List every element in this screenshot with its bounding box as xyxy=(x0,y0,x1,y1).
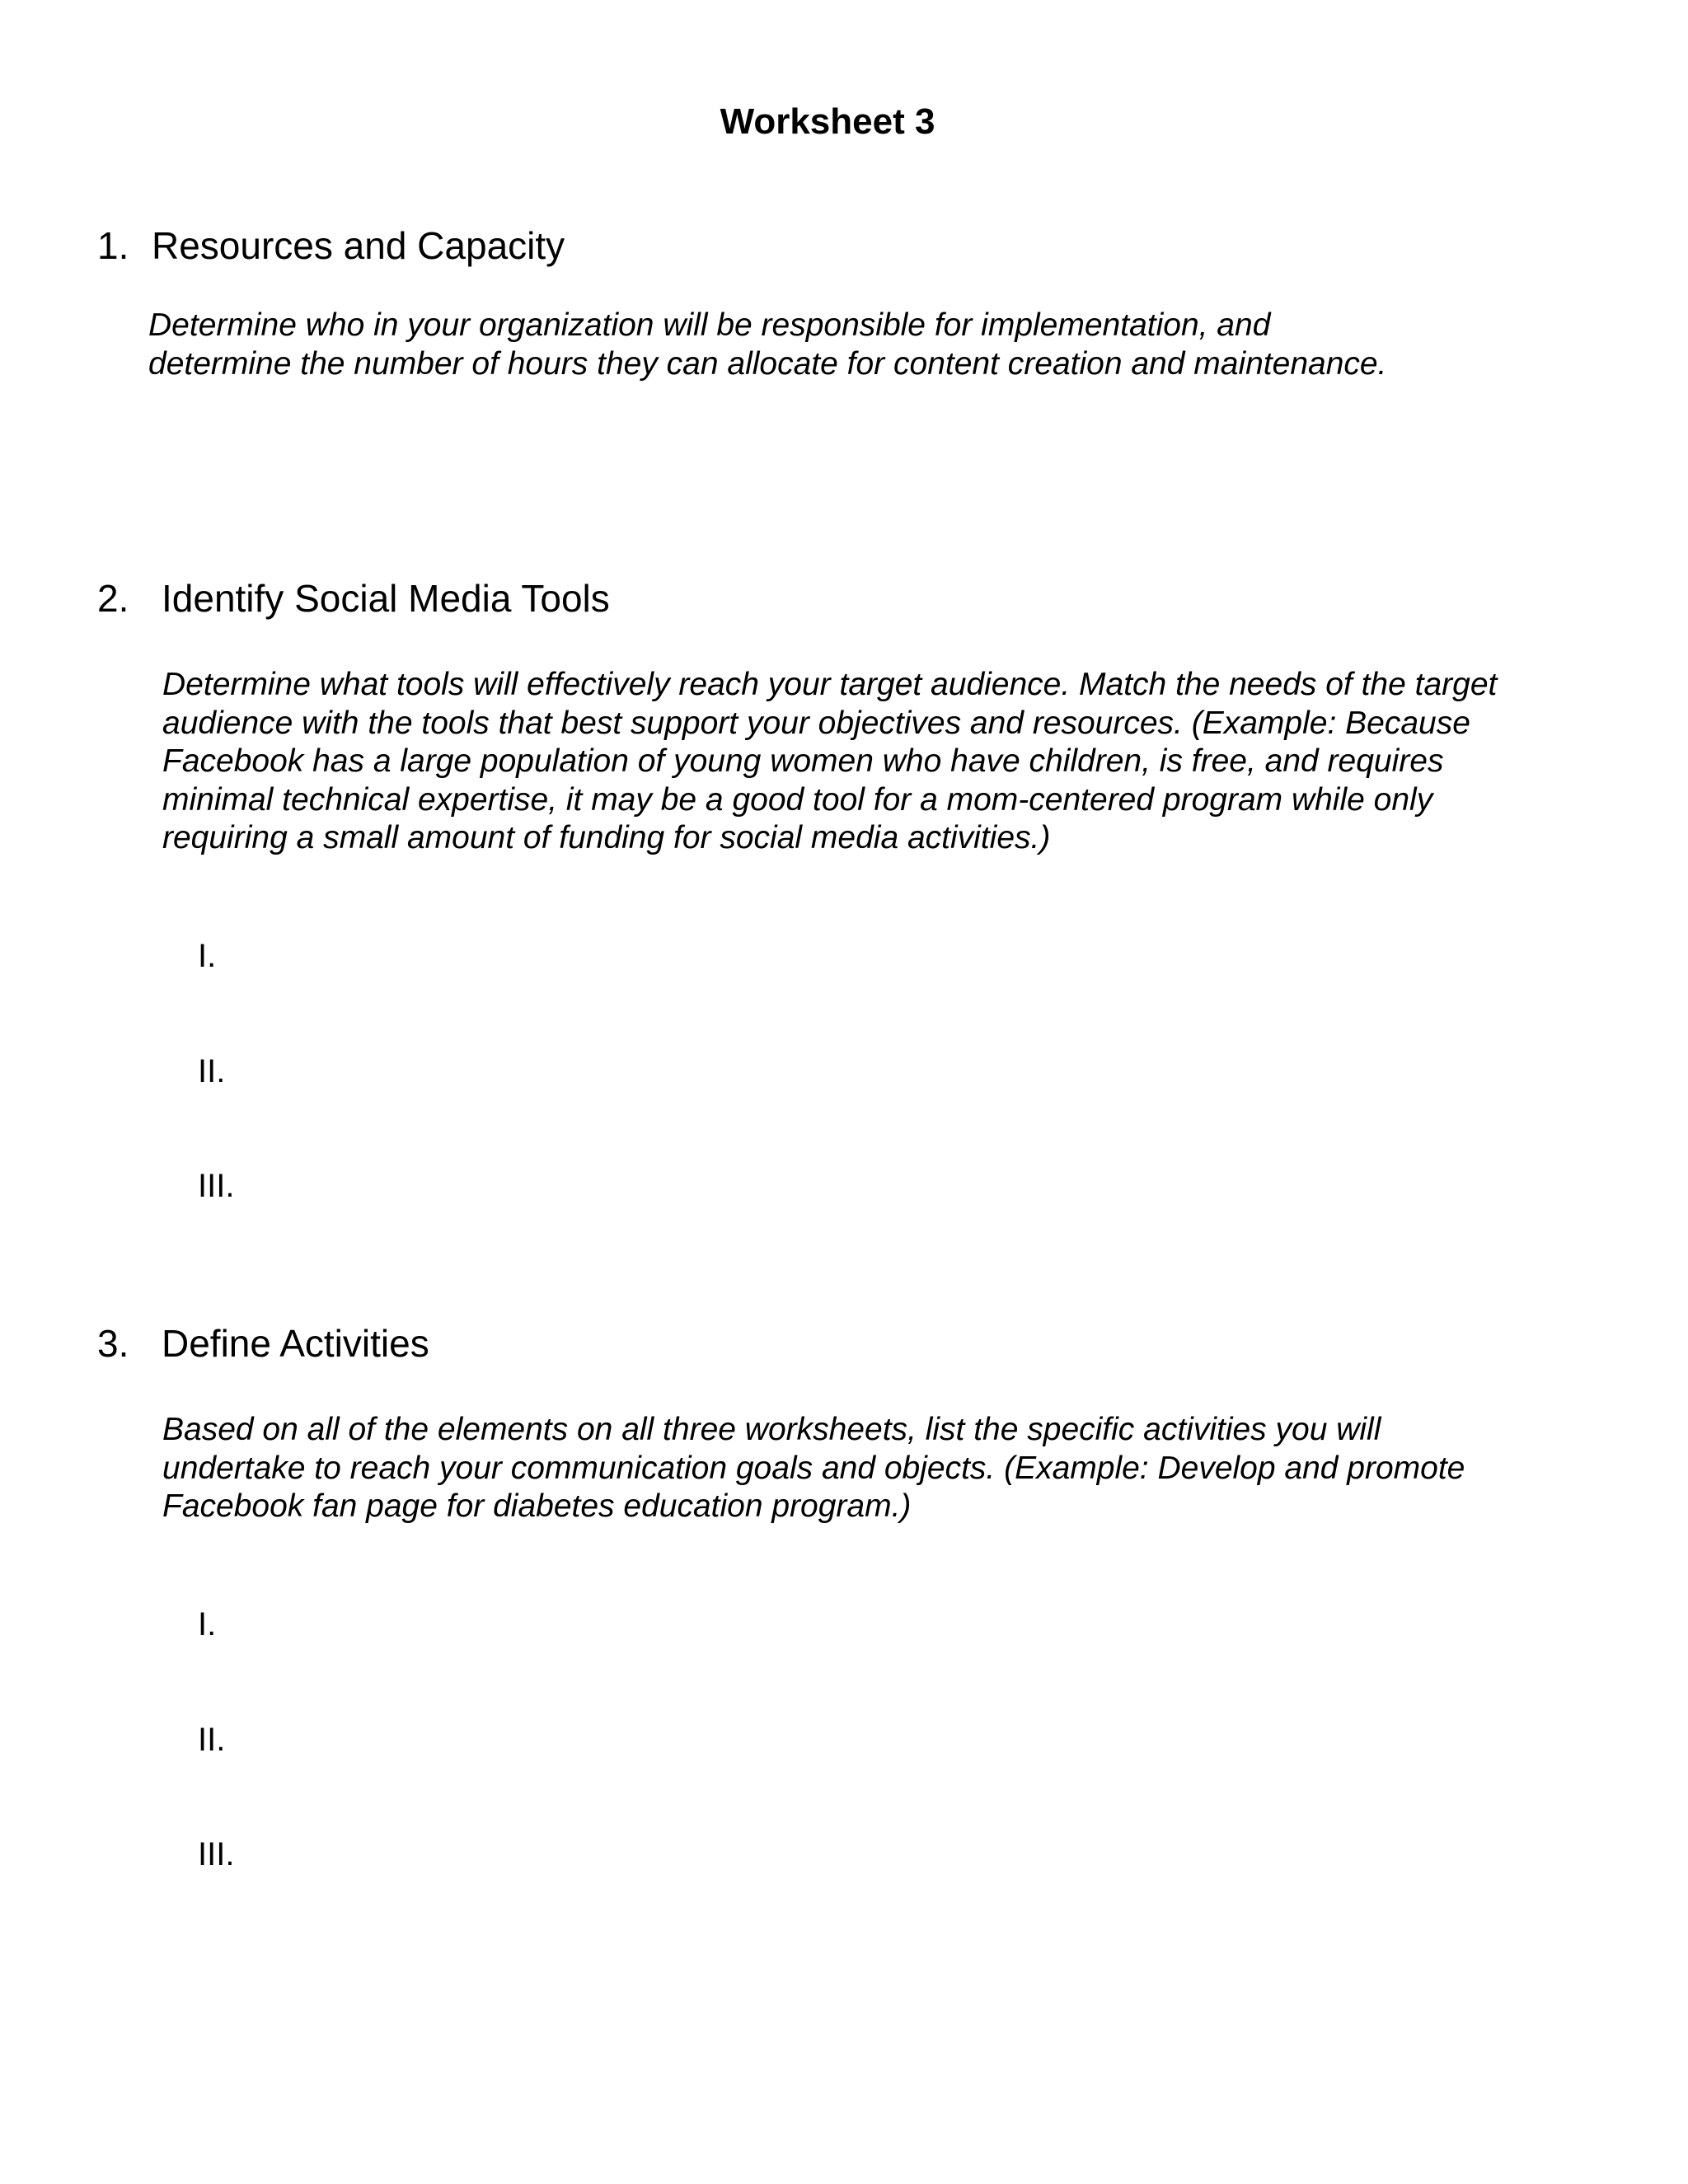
list-item-marker: II. xyxy=(198,1053,226,1090)
section-3-instructions xyxy=(162,1411,1465,1526)
instruction-line: Facebook fan page for diabetes education program.) xyxy=(162,1488,912,1524)
instruction-line: Facebook has a large population of young women who have children, is free, and requires xyxy=(162,743,1444,779)
instruction-line: requiring a small amount of funding for social media activities.) xyxy=(162,820,1051,855)
worksheet-title: Worksheet 3 xyxy=(720,101,935,142)
section-1-instructions xyxy=(148,307,1386,383)
instruction-line: audience with the tools that best support your objectives and resources. (Example: Because xyxy=(162,705,1470,741)
section-2-instructions xyxy=(162,666,1497,858)
section-number: 2. xyxy=(97,577,129,620)
list-item-marker: II. xyxy=(198,1722,226,1758)
instruction-line: determine the number of hours they can allocate for content creation and maintenance. xyxy=(148,345,1387,382)
section-number: 3. xyxy=(97,1322,129,1365)
section-title: Identify Social Media Tools xyxy=(162,577,610,620)
instruction-line: Determine what tools will effectively reach your target audience. Match the needs of the target xyxy=(162,667,1498,702)
instruction-line: Determine who in your organization will be responsible for implementation, and xyxy=(148,307,1271,343)
section-title: Define Activities xyxy=(162,1322,429,1365)
list-item-marker: I. xyxy=(198,938,217,974)
instruction-line: Based on all of the elements on all three worksheets, list the specific activities you will xyxy=(162,1412,1381,1447)
list-item-marker: III. xyxy=(198,1836,235,1872)
instruction-line: undertake to reach your communication goals and objects. (Example: Develop and promote xyxy=(162,1450,1465,1486)
section-number: 1. xyxy=(97,224,129,267)
instruction-line: minimal technical expertise, it may be a good tool for a mom-centered program while only xyxy=(162,781,1433,818)
list-item-marker: III. xyxy=(198,1168,235,1204)
section-title: Resources and Capacity xyxy=(152,224,565,267)
list-item-marker: I. xyxy=(198,1606,217,1643)
